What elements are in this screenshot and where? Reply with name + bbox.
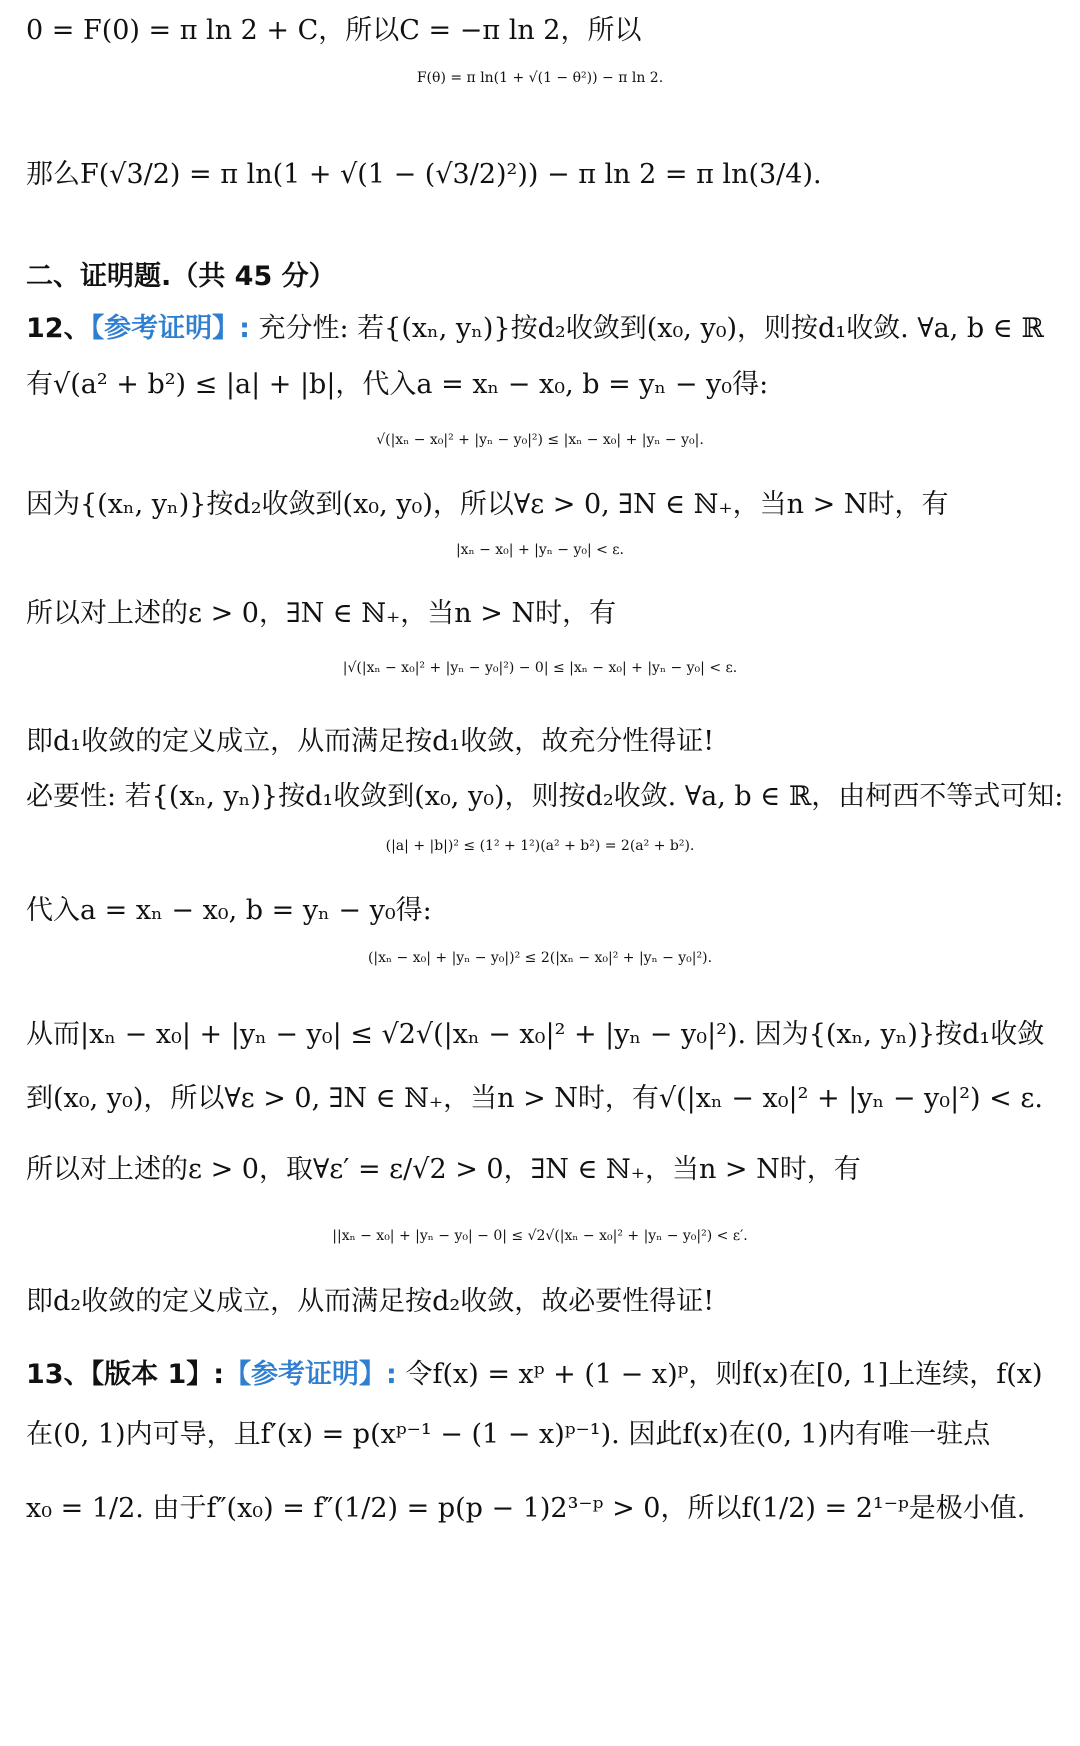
text-line: 代入a = xₙ − x₀, b = yₙ − y₀得: bbox=[26, 895, 432, 926]
text-line: 在(0, 1)内可导，且f′(x) = p(xᵖ⁻¹ − (1 − x)ᵖ⁻¹). 因此f(x)在(0, 1)内有唯一驻点 bbox=[26, 1419, 991, 1450]
text-span: 令f(x) = xᵖ + (1 − x)ᵖ，则f(x)在[0, 1]上连续，f(x) bbox=[396, 1359, 1043, 1390]
text-line: 到(x₀, y₀)，所以∀ε > 0, ∃N ∈ ℕ₊，当n > N时，有√(|xₙ − x₀|² + |yₙ − y₀|²) < ε. bbox=[26, 1083, 1043, 1114]
display-equation: √(|xₙ − x₀|² + |yₙ − y₀|²) ≤ |xₙ − x₀| + |yₙ − y₀|. bbox=[376, 432, 704, 448]
section-heading: 二、证明题.（共 45 分） bbox=[26, 261, 336, 292]
display-equation: (|a| + |b|)² ≤ (1² + 1²)(a² + b²) = 2(a² + b²). bbox=[385, 838, 695, 854]
problem-number: 13、【版本 1】: bbox=[26, 1359, 225, 1390]
text-line: 即d₁收敛的定义成立，从而满足按d₁收敛，故充分性得证! bbox=[26, 726, 715, 757]
text-line: 从而|xₙ − x₀| + |yₙ − y₀| ≤ √2√(|xₙ − x₀|² + |yₙ − y₀|²). 因为{(xₙ, yₙ)}按d₁收敛 bbox=[26, 1019, 1045, 1050]
text-line: 0 = F(0) = π ln 2 + C，所以C = −π ln 2，所以 bbox=[26, 15, 642, 46]
text-line: 所以对上述的ε > 0，取∀ε′ = ε/√2 > 0，∃N ∈ ℕ₊，当n > N时，有 bbox=[26, 1154, 861, 1185]
display-equation: ||xₙ − x₀| + |yₙ − y₀| − 0| ≤ √2√(|xₙ − x₀|² + |yₙ − y₀|²) < ε′. bbox=[332, 1228, 748, 1244]
text-line: 有√(a² + b²) ≤ |a| + |b|，代入a = xₙ − x₀, b = yₙ − y₀得: bbox=[26, 369, 769, 400]
text-span: 充分性: 若{(xₙ, yₙ)}按d₂收敛到(x₀, y₀)，则按d₁收敛. ∀a, b ∈ ℝ bbox=[249, 313, 1044, 344]
problem-13-intro bbox=[26, 1358, 1043, 1392]
text-line: 必要性: 若{(xₙ, yₙ)}按d₁收敛到(x₀, y₀)，则按d₂收敛. ∀a, b ∈ ℝ，由柯西不等式可知: bbox=[26, 781, 1064, 812]
problem-12-intro bbox=[26, 312, 1044, 346]
problem-number: 12、 bbox=[26, 313, 91, 344]
text-line: 所以对上述的ε > 0，∃N ∈ ℕ₊，当n > N时，有 bbox=[26, 598, 617, 629]
text-line: 即d₂收敛的定义成立，从而满足按d₂收敛，故必要性得证! bbox=[26, 1286, 715, 1317]
text-line: x₀ = 1/2. 由于f″(x₀) = f″(1/2) = p(p − 1)2³⁻ᵖ > 0，所以f(1/2) = 2¹⁻ᵖ是极小值. bbox=[26, 1493, 1026, 1524]
text-line: 因为{(xₙ, yₙ)}按d₂收敛到(x₀, y₀)，所以∀ε > 0, ∃N ∈ ℕ₊，当n > N时，有 bbox=[26, 489, 949, 520]
text-line: 那么F(√3/2) = π ln(1 + √(1 − (√3/2)²)) − π ln 2 = π ln(3/4). bbox=[26, 159, 822, 190]
reference-proof-label: 【参考证明】: bbox=[224, 1359, 397, 1390]
display-equation: F(θ) = π ln(1 + √(1 − θ²)) − π ln 2. bbox=[416, 70, 664, 86]
display-equation: (|xₙ − x₀| + |yₙ − y₀|)² ≤ 2(|xₙ − x₀|² + |yₙ − y₀|²). bbox=[367, 950, 713, 966]
reference-proof-label: 【参考证明】: bbox=[90, 313, 250, 344]
display-equation: |xₙ − x₀| + |yₙ − y₀| < ε. bbox=[455, 542, 625, 558]
display-equation: |√(|xₙ − x₀|² + |yₙ − y₀|²) − 0| ≤ |xₙ − x₀| + |yₙ − y₀| < ε. bbox=[342, 660, 738, 676]
